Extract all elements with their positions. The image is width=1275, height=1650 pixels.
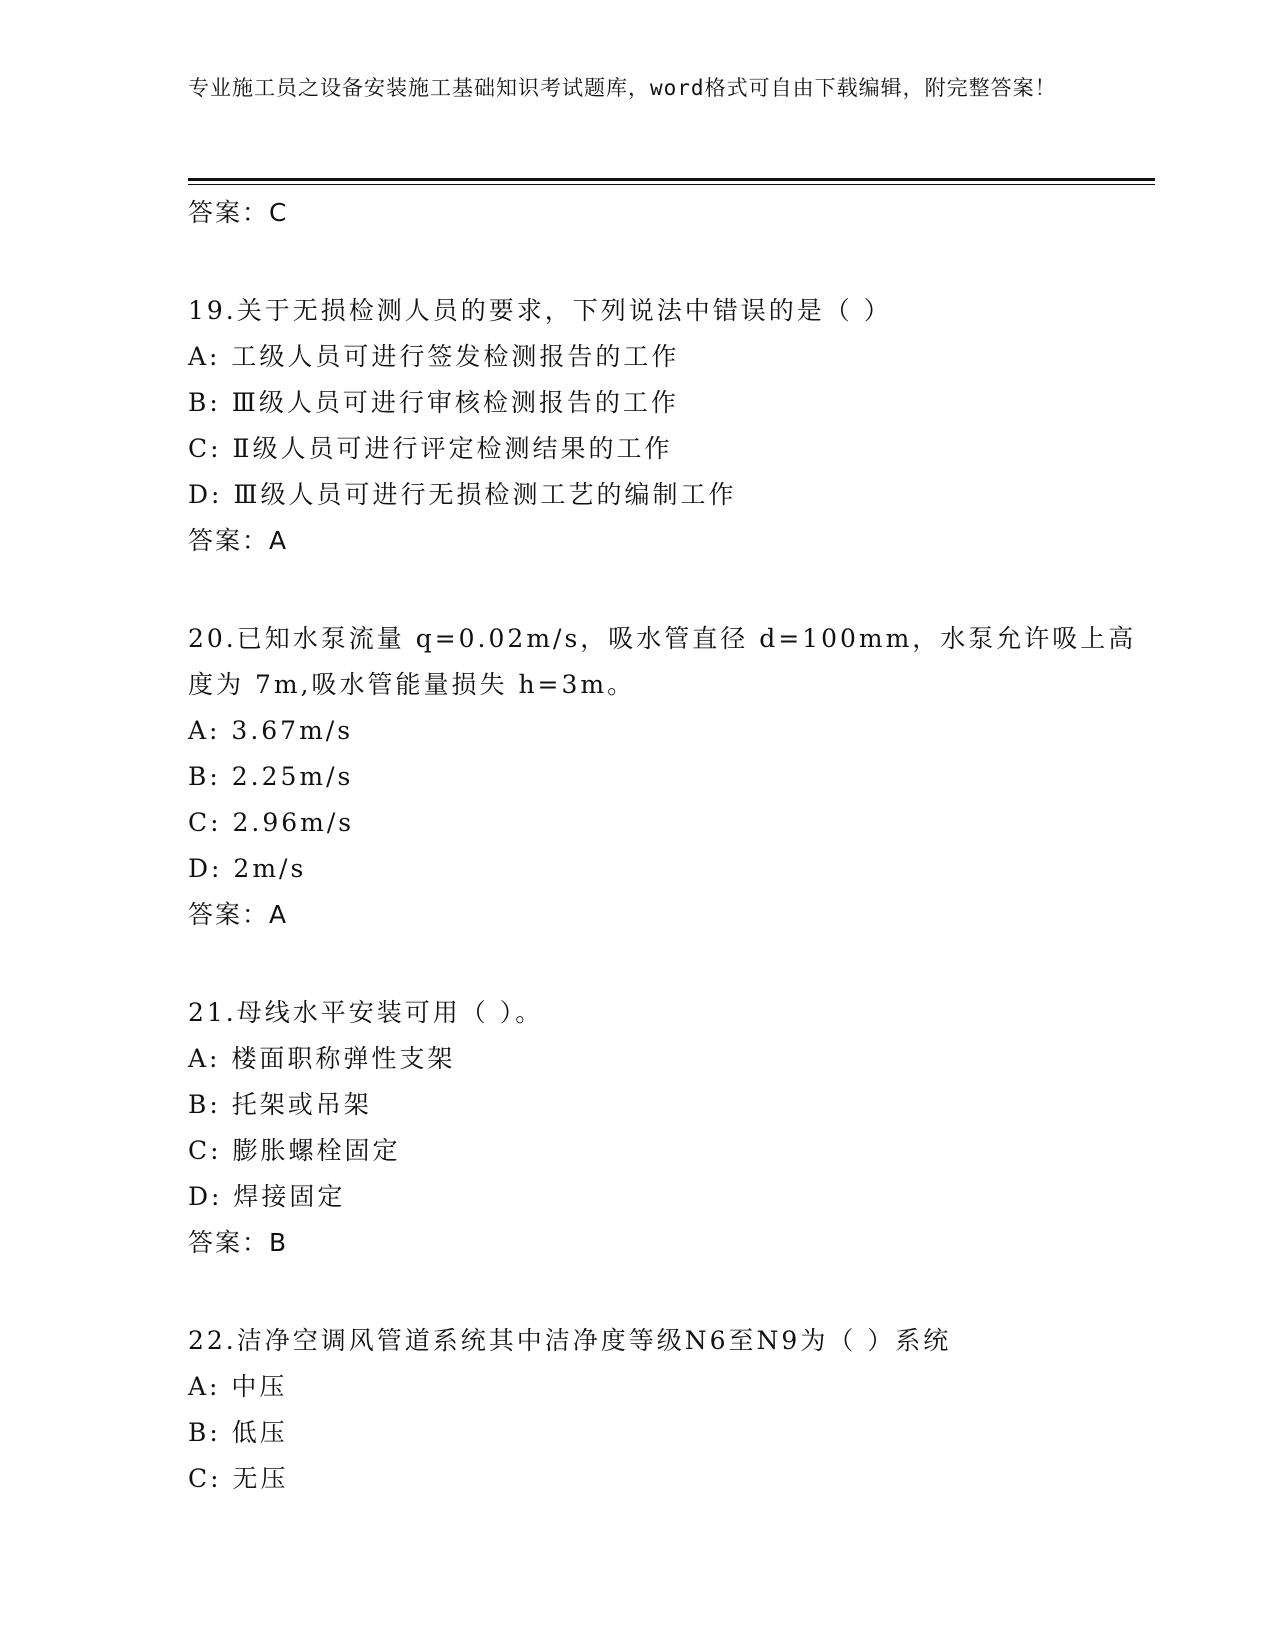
option-d: D: 焊接固定	[188, 1182, 346, 1211]
question-21	[188, 990, 1148, 1266]
answer-18: 答案：C	[188, 198, 289, 227]
answer-19: 答案：A	[188, 526, 289, 555]
answer-20: 答案：A	[188, 900, 289, 929]
option-a: A: 中压	[188, 1372, 288, 1401]
answer-21: 答案：B	[188, 1228, 289, 1257]
option-a: A: 楼面职称弹性支架	[188, 1044, 456, 1073]
question-stem: 20.已知水泵流量 q=0.02m/s，吸水管直径 d=100mm，水泵允许吸上高	[188, 624, 1137, 653]
document-header: 专业施工员之设备安装施工基础知识考试题库，word格式可自由下载编辑，附完整答案！	[188, 76, 1057, 100]
option-a: A: 3.67m/s	[188, 716, 354, 745]
question-list	[188, 190, 1148, 1502]
option-c: C: 2.96m/s	[188, 808, 355, 837]
question-stem: 19.关于无损检测人员的要求，下列说法中错误的是（ ）	[188, 296, 892, 325]
question-stem-continued: 度为 7m,吸水管能量损失 h=3m。	[188, 670, 636, 699]
question-stem: 22.洁净空调风管道系统其中洁净度等级N6至N9为（ ）系统	[188, 1326, 952, 1355]
option-d: D: 2m/s	[188, 854, 307, 883]
option-c: C: Ⅱ级人员可进行评定检测结果的工作	[188, 434, 673, 463]
option-c: C: 膨胀螺栓固定	[188, 1136, 401, 1165]
option-b: B: 低压	[188, 1418, 288, 1447]
question-19	[188, 288, 1148, 564]
header-rule-thick	[188, 178, 1155, 181]
header-rule-thin	[188, 184, 1155, 185]
question-22	[188, 1318, 1148, 1502]
option-a: A: 工级人员可进行签发检测报告的工作	[188, 342, 680, 371]
option-b: B: 2.25m/s	[188, 762, 354, 791]
option-b: B: Ⅲ级人员可进行审核检测报告的工作	[188, 388, 679, 417]
question-20	[188, 616, 1148, 938]
question-stem: 21.母线水平安装可用（ ）。	[188, 998, 544, 1027]
option-c: C: 无压	[188, 1464, 289, 1493]
option-d: D: Ⅲ级人员可进行无损检测工艺的编制工作	[188, 480, 737, 509]
option-b: B: 托架或吊架	[188, 1090, 372, 1119]
